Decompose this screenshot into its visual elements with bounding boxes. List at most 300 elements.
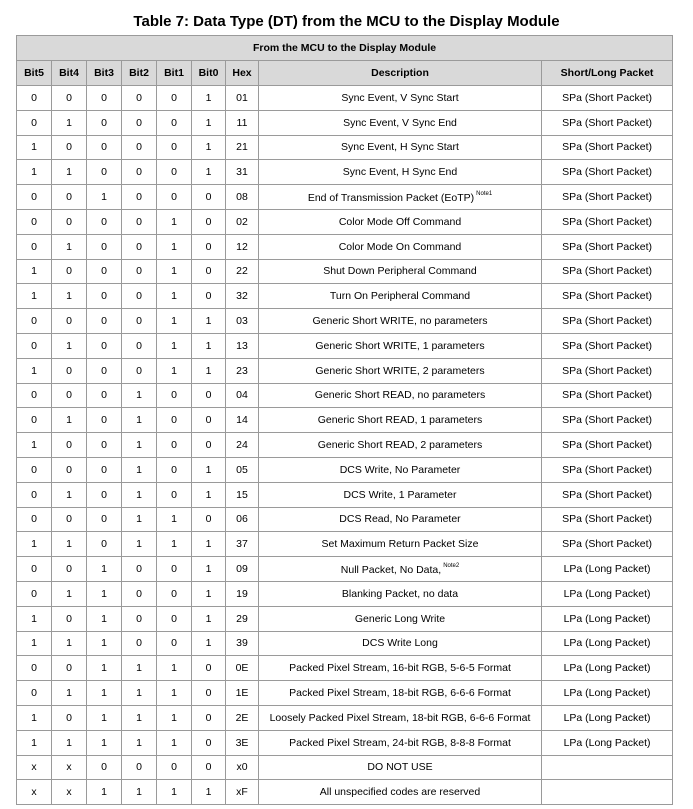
table-row [17, 234, 673, 259]
cell-bit3: 1 [87, 185, 122, 210]
cell-bit2: 0 [122, 333, 157, 358]
cell-packet-type: SPa (Short Packet) [542, 259, 673, 284]
table-row [17, 681, 673, 706]
table-row [17, 383, 673, 408]
cell-bit1: 1 [157, 730, 192, 755]
column-header-description: Description [259, 61, 542, 86]
description-text: Turn On Peripheral Command [329, 290, 471, 303]
cell-bit4: 1 [52, 160, 87, 185]
cell-bit2: 1 [122, 457, 157, 482]
cell-bit1: 0 [157, 110, 192, 135]
cell-bit1: 0 [157, 755, 192, 780]
cell-bit3: 0 [87, 383, 122, 408]
table-row [17, 333, 673, 358]
cell-packet-type: LPa (Long Packet) [542, 631, 673, 656]
cell-bit2: 1 [122, 383, 157, 408]
cell-bit5: 1 [17, 358, 52, 383]
cell-bit5: 1 [17, 730, 52, 755]
cell-bit0: 0 [192, 656, 226, 681]
cell-bit2: 0 [122, 259, 157, 284]
cell-bit5: 1 [17, 532, 52, 557]
table-row [17, 457, 673, 482]
cell-packet-type: SPa (Short Packet) [542, 358, 673, 383]
data-type-table [16, 35, 673, 805]
cell-bit0: 0 [192, 705, 226, 730]
cell-bit4: x [52, 755, 87, 780]
cell-hex: 06 [226, 507, 259, 532]
cell-bit5: 0 [17, 185, 52, 210]
cell-description [259, 209, 542, 234]
cell-bit4: 1 [52, 532, 87, 557]
cell-bit3: 0 [87, 309, 122, 334]
cell-description [259, 433, 542, 458]
cell-packet-type: SPa (Short Packet) [542, 383, 673, 408]
cell-bit5: 0 [17, 681, 52, 706]
description-text: Sync Event, H Sync Start [341, 141, 459, 154]
cell-bit2: 1 [122, 507, 157, 532]
cell-bit2: 1 [122, 705, 157, 730]
cell-bit1: 1 [157, 234, 192, 259]
table-row [17, 532, 673, 557]
cell-bit0: 0 [192, 284, 226, 309]
cell-bit0: 0 [192, 730, 226, 755]
cell-packet-type: LPa (Long Packet) [542, 730, 673, 755]
cell-packet-type: LPa (Long Packet) [542, 581, 673, 606]
cell-bit0: 0 [192, 209, 226, 234]
cell-bit0: 0 [192, 408, 226, 433]
table-row [17, 606, 673, 631]
cell-bit2: 0 [122, 209, 157, 234]
cell-bit5: 1 [17, 631, 52, 656]
cell-hex: 1E [226, 681, 259, 706]
cell-bit0: 0 [192, 383, 226, 408]
cell-bit1: 1 [157, 309, 192, 334]
description-text: Generic Long Write [354, 612, 446, 625]
cell-bit0: 0 [192, 507, 226, 532]
cell-bit5: 0 [17, 209, 52, 234]
cell-hex: 09 [226, 557, 259, 582]
table-row [17, 656, 673, 681]
table-row [17, 507, 673, 532]
column-header-bit3: Bit3 [87, 61, 122, 86]
cell-bit3: 1 [87, 581, 122, 606]
cell-bit2: 1 [122, 532, 157, 557]
cell-bit4: 0 [52, 507, 87, 532]
cell-hex: 13 [226, 333, 259, 358]
description-text: Generic Short READ, 2 parameters [317, 439, 483, 452]
cell-packet-type: SPa (Short Packet) [542, 333, 673, 358]
cell-bit3: 0 [87, 457, 122, 482]
cell-bit0: 1 [192, 631, 226, 656]
cell-bit0: 1 [192, 358, 226, 383]
cell-bit1: 0 [157, 482, 192, 507]
cell-bit4: x [52, 780, 87, 805]
description-text: DCS Write, 1 Parameter [343, 488, 457, 501]
cell-bit3: 1 [87, 656, 122, 681]
cell-bit3: 1 [87, 606, 122, 631]
cell-bit3: 0 [87, 755, 122, 780]
cell-description [259, 284, 542, 309]
cell-bit4: 1 [52, 581, 87, 606]
cell-description [259, 408, 542, 433]
cell-bit3: 0 [87, 86, 122, 111]
cell-hex: 14 [226, 408, 259, 433]
cell-bit2: 0 [122, 631, 157, 656]
cell-hex: 24 [226, 433, 259, 458]
table-row [17, 309, 673, 334]
cell-hex: xF [226, 780, 259, 805]
table-row [17, 86, 673, 111]
cell-bit0: 1 [192, 606, 226, 631]
cell-hex: x0 [226, 755, 259, 780]
cell-description [259, 259, 542, 284]
table-row [17, 631, 673, 656]
cell-hex: 2E [226, 705, 259, 730]
table-row [17, 209, 673, 234]
description-text: Color Mode Off Command [338, 215, 462, 228]
cell-bit2: 1 [122, 656, 157, 681]
cell-description [259, 780, 542, 805]
description-text: Shut Down Peripheral Command [323, 265, 477, 278]
table-row [17, 780, 673, 805]
cell-bit0: 1 [192, 557, 226, 582]
cell-packet-type [542, 755, 673, 780]
cell-bit3: 0 [87, 507, 122, 532]
cell-bit4: 1 [52, 631, 87, 656]
cell-hex: 05 [226, 457, 259, 482]
column-header-bit0: Bit0 [192, 61, 226, 86]
cell-bit4: 0 [52, 86, 87, 111]
cell-bit4: 0 [52, 606, 87, 631]
cell-bit5: 0 [17, 110, 52, 135]
cell-packet-type: LPa (Long Packet) [542, 705, 673, 730]
table-row [17, 557, 673, 582]
cell-bit5: 0 [17, 408, 52, 433]
cell-bit4: 1 [52, 482, 87, 507]
cell-bit4: 0 [52, 383, 87, 408]
cell-bit1: 0 [157, 86, 192, 111]
cell-bit5: 1 [17, 705, 52, 730]
table-body [17, 86, 673, 805]
table-row [17, 358, 673, 383]
cell-bit3: 0 [87, 532, 122, 557]
description-text: DCS Write, No Parameter [339, 463, 461, 476]
column-header-bit5: Bit5 [17, 61, 52, 86]
cell-description [259, 383, 542, 408]
cell-bit4: 0 [52, 209, 87, 234]
cell-bit0: 0 [192, 681, 226, 706]
cell-bit2: 1 [122, 482, 157, 507]
cell-bit4: 0 [52, 259, 87, 284]
cell-bit1: 1 [157, 532, 192, 557]
cell-hex: 21 [226, 135, 259, 160]
cell-bit1: 0 [157, 383, 192, 408]
cell-bit3: 1 [87, 557, 122, 582]
description-text: Sync Event, H Sync End [342, 166, 458, 179]
cell-bit2: 0 [122, 86, 157, 111]
cell-packet-type: LPa (Long Packet) [542, 557, 673, 582]
cell-description [259, 135, 542, 160]
cell-bit2: 1 [122, 408, 157, 433]
cell-hex: 22 [226, 259, 259, 284]
cell-bit4: 0 [52, 433, 87, 458]
cell-packet-type: SPa (Short Packet) [542, 234, 673, 259]
description-text: DCS Read, No Parameter [339, 513, 461, 526]
cell-bit3: 0 [87, 110, 122, 135]
description-text: Set Maximum Return Packet Size [321, 538, 479, 551]
cell-bit0: 0 [192, 433, 226, 458]
table-row [17, 160, 673, 185]
cell-hex: 11 [226, 110, 259, 135]
column-header-bit2: Bit2 [122, 61, 157, 86]
table-row [17, 135, 673, 160]
description-text: All unspecified codes are reserved [319, 786, 481, 799]
description-text: Packed Pixel Stream, 16-bit RGB, 5-6-5 Format [289, 662, 511, 675]
cell-description [259, 730, 542, 755]
table-row [17, 705, 673, 730]
cell-bit5: 1 [17, 284, 52, 309]
cell-bit3: 0 [87, 433, 122, 458]
cell-bit0: 1 [192, 333, 226, 358]
cell-bit4: 0 [52, 557, 87, 582]
cell-bit4: 0 [52, 705, 87, 730]
cell-bit1: 1 [157, 333, 192, 358]
cell-bit0: 1 [192, 135, 226, 160]
cell-bit4: 0 [52, 309, 87, 334]
cell-bit3: 0 [87, 333, 122, 358]
cell-hex: 32 [226, 284, 259, 309]
cell-packet-type: SPa (Short Packet) [542, 309, 673, 334]
cell-packet-type: SPa (Short Packet) [542, 86, 673, 111]
cell-bit4: 0 [52, 656, 87, 681]
cell-packet-type: LPa (Long Packet) [542, 656, 673, 681]
cell-bit4: 0 [52, 185, 87, 210]
cell-bit1: 0 [157, 581, 192, 606]
cell-packet-type: SPa (Short Packet) [542, 110, 673, 135]
cell-bit1: 0 [157, 457, 192, 482]
cell-bit4: 1 [52, 730, 87, 755]
cell-hex: 02 [226, 209, 259, 234]
cell-description [259, 86, 542, 111]
cell-bit1: 1 [157, 259, 192, 284]
cell-bit3: 1 [87, 631, 122, 656]
cell-description [259, 755, 542, 780]
cell-description [259, 532, 542, 557]
cell-bit2: 0 [122, 581, 157, 606]
cell-bit5: 0 [17, 234, 52, 259]
cell-hex: 3E [226, 730, 259, 755]
description-text: Packed Pixel Stream, 18-bit RGB, 6-6-6 Format [289, 687, 511, 700]
cell-description [259, 333, 542, 358]
cell-hex: 03 [226, 309, 259, 334]
cell-bit4: 1 [52, 333, 87, 358]
cell-hex: 15 [226, 482, 259, 507]
cell-hex: 08 [226, 185, 259, 210]
cell-bit5: 1 [17, 160, 52, 185]
cell-bit3: 0 [87, 284, 122, 309]
cell-bit5: 1 [17, 433, 52, 458]
cell-bit0: 0 [192, 234, 226, 259]
table-row [17, 730, 673, 755]
cell-bit2: 1 [122, 780, 157, 805]
cell-bit4: 1 [52, 408, 87, 433]
table-row [17, 185, 673, 210]
cell-description [259, 581, 542, 606]
cell-packet-type: SPa (Short Packet) [542, 185, 673, 210]
cell-bit2: 1 [122, 681, 157, 706]
description-text: Loosely Packed Pixel Stream, 18-bit RGB, 6-6-6 Format [269, 711, 531, 724]
cell-description [259, 110, 542, 135]
cell-bit3: 1 [87, 681, 122, 706]
table-row [17, 408, 673, 433]
description-text: Packed Pixel Stream, 24-bit RGB, 8-8-8 Format [289, 736, 511, 749]
description-text: Generic Short READ, 1 parameters [317, 414, 483, 427]
cell-bit5: 0 [17, 482, 52, 507]
cell-packet-type: SPa (Short Packet) [542, 457, 673, 482]
table-row [17, 482, 673, 507]
cell-bit1: 0 [157, 557, 192, 582]
cell-description [259, 185, 542, 210]
cell-bit5: 0 [17, 457, 52, 482]
table-row [17, 433, 673, 458]
cell-bit3: 0 [87, 259, 122, 284]
cell-bit2: 0 [122, 358, 157, 383]
table-row [17, 284, 673, 309]
description-text: DO NOT USE [367, 761, 433, 774]
description-text: DCS Write Long [362, 637, 438, 650]
cell-bit2: 0 [122, 135, 157, 160]
cell-bit3: 0 [87, 408, 122, 433]
cell-bit0: 1 [192, 780, 226, 805]
cell-bit3: 0 [87, 234, 122, 259]
cell-description [259, 309, 542, 334]
cell-bit5: 1 [17, 135, 52, 160]
cell-bit1: 0 [157, 160, 192, 185]
table-row [17, 259, 673, 284]
footnote-reference: Note1 [476, 190, 493, 197]
cell-hex: 0E [226, 656, 259, 681]
cell-bit3: 0 [87, 135, 122, 160]
cell-packet-type: SPa (Short Packet) [542, 160, 673, 185]
cell-bit0: 1 [192, 532, 226, 557]
cell-bit1: 0 [157, 135, 192, 160]
description-text: Generic Short WRITE, 2 parameters [315, 364, 485, 377]
cell-bit2: 0 [122, 557, 157, 582]
cell-bit5: 1 [17, 259, 52, 284]
description-text: Color Mode On Command [338, 240, 462, 253]
description-text: Generic Short WRITE, no parameters [312, 315, 488, 328]
cell-description [259, 557, 542, 582]
cell-bit0: 0 [192, 755, 226, 780]
cell-bit5: 0 [17, 656, 52, 681]
cell-bit3: 1 [87, 705, 122, 730]
cell-bit5: 1 [17, 606, 52, 631]
cell-packet-type: SPa (Short Packet) [542, 532, 673, 557]
table-title: Table 7: Data Type (DT) from the MCU to the Display Module [133, 13, 560, 30]
cell-bit0: 0 [192, 259, 226, 284]
cell-description [259, 457, 542, 482]
cell-bit5: 0 [17, 86, 52, 111]
table-band-header: From the MCU to the Display Module [17, 36, 673, 61]
cell-bit5: 0 [17, 309, 52, 334]
cell-packet-type: SPa (Short Packet) [542, 482, 673, 507]
cell-packet-type: LPa (Long Packet) [542, 681, 673, 706]
cell-bit2: 0 [122, 755, 157, 780]
cell-bit1: 1 [157, 656, 192, 681]
column-header-packet: Short/Long Packet [542, 61, 673, 86]
description-text: Sync Event, V Sync Start [341, 91, 459, 104]
cell-bit5: 0 [17, 557, 52, 582]
cell-bit4: 1 [52, 284, 87, 309]
cell-bit3: 0 [87, 482, 122, 507]
cell-bit2: 0 [122, 309, 157, 334]
cell-bit0: 1 [192, 309, 226, 334]
cell-bit4: 0 [52, 457, 87, 482]
cell-packet-type: SPa (Short Packet) [542, 284, 673, 309]
cell-bit5: x [17, 755, 52, 780]
cell-bit0: 1 [192, 86, 226, 111]
cell-bit1: 1 [157, 358, 192, 383]
cell-packet-type: SPa (Short Packet) [542, 433, 673, 458]
cell-packet-type: SPa (Short Packet) [542, 135, 673, 160]
cell-description [259, 656, 542, 681]
cell-bit1: 0 [157, 631, 192, 656]
cell-hex: 04 [226, 383, 259, 408]
cell-description [259, 358, 542, 383]
cell-hex: 23 [226, 358, 259, 383]
description-text: Generic Short READ, no parameters [314, 389, 486, 402]
cell-description [259, 631, 542, 656]
table-row [17, 110, 673, 135]
cell-bit1: 0 [157, 606, 192, 631]
description-text: Null Packet, No Data, [340, 563, 442, 576]
cell-hex: 37 [226, 532, 259, 557]
cell-packet-type: SPa (Short Packet) [542, 209, 673, 234]
cell-hex: 31 [226, 160, 259, 185]
cell-bit1: 1 [157, 780, 192, 805]
cell-bit2: 0 [122, 284, 157, 309]
cell-bit2: 0 [122, 234, 157, 259]
cell-description [259, 160, 542, 185]
cell-bit1: 1 [157, 284, 192, 309]
cell-bit2: 0 [122, 110, 157, 135]
cell-bit1: 1 [157, 507, 192, 532]
cell-bit1: 0 [157, 185, 192, 210]
footnote-reference: Note2 [443, 562, 460, 569]
column-header-bit4: Bit4 [52, 61, 87, 86]
cell-bit5: 0 [17, 333, 52, 358]
cell-description [259, 507, 542, 532]
table-row [17, 755, 673, 780]
cell-bit2: 0 [122, 606, 157, 631]
description-text: Blanking Packet, no data [341, 587, 459, 600]
cell-bit1: 1 [157, 681, 192, 706]
cell-bit1: 0 [157, 408, 192, 433]
cell-bit4: 0 [52, 135, 87, 160]
cell-bit3: 0 [87, 160, 122, 185]
cell-bit3: 1 [87, 730, 122, 755]
cell-bit3: 1 [87, 780, 122, 805]
cell-bit0: 1 [192, 581, 226, 606]
description-text: End of Transmission Packet (EoTP) [307, 191, 475, 204]
cell-description [259, 234, 542, 259]
cell-bit3: 0 [87, 358, 122, 383]
cell-bit4: 1 [52, 681, 87, 706]
cell-description [259, 705, 542, 730]
cell-hex: 01 [226, 86, 259, 111]
cell-bit4: 1 [52, 234, 87, 259]
cell-description [259, 482, 542, 507]
